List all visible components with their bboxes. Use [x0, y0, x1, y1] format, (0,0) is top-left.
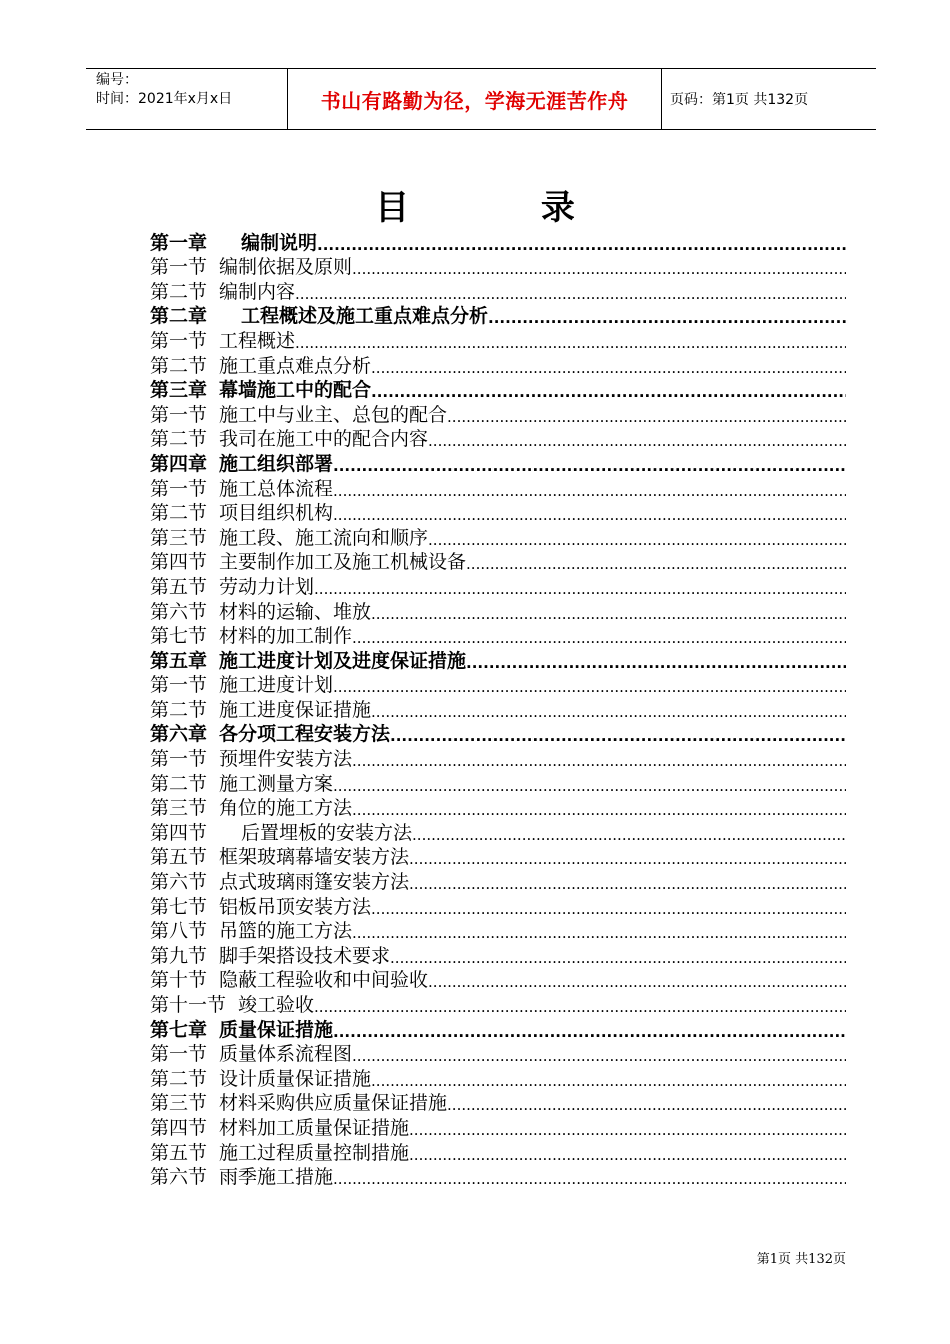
toc-entry-number: 第五章 [150, 649, 208, 672]
toc-entry-number: 第一节 [150, 1043, 208, 1066]
toc-entry-title: 工程概述及施工重点难点分析 [241, 305, 489, 328]
toc-entry-title: 施工过程质量控制措施 [219, 1141, 410, 1164]
toc-dot-leader [352, 800, 846, 820]
toc-dot-leader [466, 554, 846, 574]
toc-dot-leader [295, 333, 846, 353]
toc-dot-leader [352, 751, 846, 771]
toc-dot-leader [409, 874, 846, 894]
toc-entry-title: 施工进度计划及进度保证措施 [219, 649, 467, 672]
toc-section-row[interactable] [150, 1066, 846, 1091]
toc-dot-leader [333, 505, 846, 525]
toc-entry-number: 第七节 [150, 895, 208, 918]
toc-dot-leader [409, 1120, 846, 1140]
toc-entry-title: 编制说明 [241, 231, 318, 254]
toc-chapter-row[interactable] [150, 230, 846, 255]
header-motto: 书山有路勤为径，学海无涯苦作舟 [288, 69, 662, 129]
toc-section-row[interactable] [150, 427, 846, 452]
toc-entry-title: 施工段、施工流向和顺序 [219, 526, 429, 549]
toc-dot-leader [314, 579, 846, 599]
toc-dot-leader [333, 456, 846, 476]
toc-entry-number: 第二节 [150, 280, 208, 303]
toc-section-row[interactable] [150, 943, 846, 968]
toc-entry-title: 隐蔽工程验收和中间验收 [219, 969, 429, 992]
toc-entry-number: 第五节 [150, 846, 208, 869]
toc-entry-title: 施工总体流程 [219, 477, 334, 500]
toc-entry-number: 第一节 [150, 674, 208, 697]
toc-section-row[interactable] [150, 599, 846, 624]
toc-section-row[interactable] [150, 574, 846, 599]
toc-entry-title: 材料的加工制作 [219, 625, 353, 648]
toc-section-row[interactable] [150, 1091, 846, 1116]
toc-dot-leader [295, 284, 846, 304]
toc-entry-number: 第三节 [150, 797, 208, 820]
toc-entry-title: 各分项工程安装方法 [219, 723, 391, 746]
toc-entry-title: 雨季施工措施 [219, 1166, 334, 1189]
page-header [86, 68, 876, 130]
toc-entry-title: 施工进度保证措施 [219, 698, 372, 721]
toc-dot-leader [466, 653, 846, 673]
toc-section-row[interactable] [150, 328, 846, 353]
toc-dot-leader [371, 1071, 846, 1091]
toc-dot-leader [314, 997, 846, 1017]
toc-section-row[interactable] [150, 820, 846, 845]
toc-dot-leader [371, 358, 846, 378]
toc-dot-leader [333, 1022, 846, 1042]
toc-section-row[interactable] [150, 771, 846, 796]
toc-entry-number: 第一节 [150, 403, 208, 426]
toc-dot-leader [428, 431, 846, 451]
header-page-info: 页码：第1页 共132页 [670, 92, 809, 108]
toc-section-row[interactable] [150, 845, 846, 870]
toc-entry-title: 施工重点难点分析 [219, 354, 372, 377]
toc-entry-title: 设计质量保证措施 [219, 1067, 372, 1090]
toc-dot-leader [352, 1046, 846, 1066]
toc-section-row[interactable] [150, 968, 846, 993]
toc-section-row[interactable] [150, 353, 846, 378]
toc-entry-title: 后置埋板的安装方法 [241, 821, 413, 844]
toc-chapter-row[interactable] [150, 304, 846, 329]
toc-entry-title: 项目组织机构 [219, 502, 334, 525]
toc-dot-leader [428, 972, 846, 992]
toc-entry-number: 第五节 [150, 575, 208, 598]
toc-entry-title: 材料加工质量保证措施 [219, 1116, 410, 1139]
toc-entry-title: 材料的运输、堆放 [219, 600, 372, 623]
toc-entry-number: 第九节 [150, 944, 208, 967]
toc-entry-title: 吊篮的施工方法 [219, 920, 353, 943]
toc-section-row[interactable] [150, 1140, 846, 1165]
toc-section-row[interactable] [150, 673, 846, 698]
toc-section-row[interactable] [150, 525, 846, 550]
toc-entry-title: 编制内容 [219, 280, 296, 303]
toc-section-row[interactable] [150, 697, 846, 722]
toc-entry-number: 第一节 [150, 748, 208, 771]
toc-entry-title: 施工进度计划 [219, 674, 334, 697]
toc-entry-number: 第四节 [150, 821, 208, 844]
toc-section-row[interactable] [150, 992, 846, 1017]
toc-entry-title: 施工测量方案 [219, 772, 334, 795]
toc-entry-number: 第一节 [150, 329, 208, 352]
toc-dot-leader [447, 1095, 846, 1115]
toc-dot-leader [371, 899, 846, 919]
toc-dot-leader [333, 776, 846, 796]
toc-entry-number: 第十一节 [150, 994, 227, 1016]
toc-section-row[interactable] [150, 746, 846, 771]
toc-section-row[interactable] [150, 501, 846, 526]
toc-entry-number: 第二节 [150, 772, 208, 795]
toc-entry-number: 第六节 [150, 600, 208, 623]
toc-section-row[interactable] [150, 919, 846, 944]
toc-entry-title: 铝板吊顶安装方法 [219, 895, 372, 918]
toc-entry-number: 第四节 [150, 1116, 208, 1139]
toc-entry-number: 第七章 [150, 1018, 208, 1041]
toc-dot-leader [428, 530, 846, 550]
toc-entry-title: 劳动力计划 [219, 575, 315, 598]
toc-entry-number: 第八节 [150, 920, 208, 943]
toc-section-row[interactable] [150, 255, 846, 280]
toc-entry-title: 角位的施工方法 [219, 797, 353, 820]
toc-entry-title: 工程概述 [219, 329, 296, 352]
header-time-label: 时间：2021年x月x日 [96, 91, 233, 107]
toc-section-row[interactable] [150, 402, 846, 427]
toc-entry-number: 第六节 [150, 1166, 208, 1189]
table-of-contents [150, 230, 846, 1189]
header-number-label: 编号： [96, 72, 138, 88]
toc-chapter-row[interactable] [150, 722, 846, 747]
toc-entry-title: 我司在施工中的配合内容 [219, 428, 429, 451]
toc-entry-title: 幕墙施工中的配合 [219, 379, 372, 402]
toc-entry-title: 脚手架搭设技术要求 [219, 944, 391, 967]
toc-entry-title: 质量体系流程图 [219, 1043, 353, 1066]
toc-dot-leader [352, 923, 846, 943]
toc-dot-leader [409, 849, 846, 869]
toc-dot-leader [352, 628, 846, 648]
toc-entry-number: 第六章 [150, 723, 208, 746]
header-meta [86, 69, 288, 129]
toc-entry-title: 主要制作加工及施工机械设备 [219, 551, 467, 574]
toc-entry-number: 第七节 [150, 625, 208, 648]
toc-dot-leader [371, 702, 846, 722]
toc-dot-leader [488, 308, 846, 328]
toc-entry-title: 材料采购供应质量保证措施 [219, 1092, 448, 1115]
toc-entry-title: 质量保证措施 [219, 1018, 334, 1041]
toc-chapter-row[interactable] [150, 1017, 846, 1042]
toc-entry-title: 施工中与业主、总包的配合 [219, 403, 448, 426]
toc-entry-title: 竣工验收 [238, 994, 315, 1016]
toc-chapter-row[interactable] [150, 378, 846, 403]
toc-section-row[interactable] [150, 796, 846, 821]
toc-entry-number: 第四章 [150, 452, 208, 475]
toc-entry-number: 第二节 [150, 1067, 208, 1090]
toc-entry-number: 第一节 [150, 477, 208, 500]
toc-entry-number: 第六节 [150, 871, 208, 894]
toc-dot-leader [333, 1169, 846, 1189]
toc-dot-leader [390, 726, 846, 746]
toc-dot-leader [333, 481, 846, 501]
toc-entry-number: 第二节 [150, 502, 208, 525]
toc-entry-title: 点式玻璃雨篷安装方法 [219, 871, 410, 894]
toc-section-row[interactable] [150, 1115, 846, 1140]
toc-section-row[interactable] [150, 1165, 846, 1190]
toc-entry-number: 第三节 [150, 1092, 208, 1115]
toc-dot-leader [412, 825, 846, 845]
toc-dot-leader [333, 677, 846, 697]
toc-entry-number: 第三节 [150, 526, 208, 549]
toc-entry-title: 编制依据及原则 [219, 256, 353, 279]
toc-section-row[interactable] [150, 894, 846, 919]
toc-entry-number: 第二章 [150, 305, 208, 328]
toc-entry-number: 第二节 [150, 698, 208, 721]
toc-entry-number: 第一节 [150, 256, 208, 279]
toc-dot-leader [352, 259, 846, 279]
toc-section-row[interactable] [150, 1042, 846, 1067]
toc-dot-leader [390, 948, 846, 968]
toc-dot-leader [371, 382, 846, 402]
toc-entry-title: 框架玻璃幕墙安装方法 [219, 846, 410, 869]
toc-entry-number: 第一章 [150, 231, 208, 254]
toc-section-row[interactable] [150, 624, 846, 649]
toc-entry-number: 第三章 [150, 379, 208, 402]
toc-chapter-row[interactable] [150, 451, 846, 476]
toc-dot-leader [317, 235, 846, 255]
page-footer: 第1页 共132页 [756, 1252, 846, 1267]
toc-entry-title: 预埋件安装方法 [219, 748, 353, 771]
toc-dot-leader [409, 1145, 846, 1165]
toc-entry-number: 第二节 [150, 428, 208, 451]
toc-dot-leader [371, 604, 846, 624]
toc-entry-number: 第五节 [150, 1141, 208, 1164]
toc-section-row[interactable] [150, 550, 846, 575]
toc-dot-leader [447, 407, 846, 427]
toc-section-row[interactable] [150, 279, 846, 304]
toc-section-row[interactable] [150, 476, 846, 501]
toc-entry-number: 第四节 [150, 551, 208, 574]
toc-entry-number: 第二节 [150, 354, 208, 377]
toc-entry-number: 第十节 [150, 969, 208, 992]
page-title: 目 录 [375, 188, 635, 228]
toc-entry-title: 施工组织部署 [219, 452, 334, 475]
toc-section-row[interactable] [150, 869, 846, 894]
toc-chapter-row[interactable] [150, 648, 846, 673]
